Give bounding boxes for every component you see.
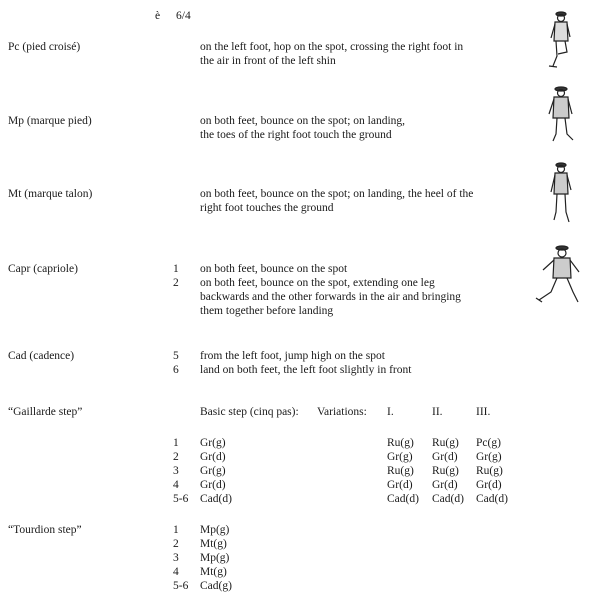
step-desc-line: right foot touches the ground (200, 202, 334, 214)
variation-2-cell: Gr(d) (432, 451, 458, 463)
step-desc-line: from the left foot, jump high on the spot (200, 350, 385, 362)
dancer-marque-talon-figure (543, 160, 579, 226)
step-desc-line: the air in front of the left shin (200, 55, 336, 67)
step-name-cad: Cad (cadence) (8, 350, 75, 362)
variation-1-cell: Ru(g) (387, 465, 414, 477)
basic-step-cell: Gr(d) (200, 451, 226, 463)
variation-2-cell: Ru(g) (432, 465, 459, 477)
variation-2-cell: Ru(g) (432, 437, 459, 449)
dancer-pied-croise-figure (543, 8, 579, 70)
beat-number: 2 (173, 538, 179, 550)
variation-head: II. (432, 406, 443, 418)
basic-step-cell: Gr(g) (200, 437, 226, 449)
basic-step-cell: Gr(g) (200, 465, 226, 477)
gaillarde-title: “Gaillarde step” (8, 406, 83, 418)
beat-number: 1 (173, 263, 179, 275)
beat-number: 2 (173, 451, 179, 463)
variation-1-cell: Gr(g) (387, 451, 413, 463)
step-name-mt: Mt (marque talon) (8, 188, 93, 200)
tourdion-step-cell: Mp(g) (200, 552, 230, 564)
variation-2-cell: Gr(d) (432, 479, 458, 491)
variation-3-cell: Cad(d) (476, 493, 508, 505)
dancer-marque-pied-figure (543, 84, 579, 146)
variations-label: Variations: (317, 406, 367, 418)
variation-3-cell: Gr(d) (476, 479, 502, 491)
beat-number: 5 (173, 350, 179, 362)
step-desc-line: on both feet, bounce on the spot, extending one leg (200, 277, 435, 289)
beat-number: 4 (173, 566, 179, 578)
tourdion-title: “Tourdion step” (8, 524, 82, 536)
step-desc-line: on the left foot, hop on the spot, crossing the right foot in (200, 41, 464, 53)
step-name-pc: Pc (pied croisé) (8, 41, 81, 53)
step-desc-line: on both feet, bounce on the spot; on landing, (200, 115, 406, 127)
step-desc-line: land on both feet, the left foot slightly in front (200, 364, 412, 376)
variation-3-cell: Gr(g) (476, 451, 502, 463)
step-desc-line: on both feet, bounce on the spot; on landing, the heel of the (200, 188, 474, 200)
tourdion-step-cell: Mt(g) (200, 566, 227, 578)
basic-step-cell: Cad(d) (200, 493, 232, 505)
basic-step-label: Basic step (cinq pas): (200, 406, 299, 418)
step-desc-line: the toes of the right foot touch the ground (200, 129, 392, 141)
tourdion-step-cell: Mt(g) (200, 538, 227, 550)
step-name-mp: Mp (marque pied) (8, 115, 92, 127)
beat-number: 6 (173, 364, 179, 376)
variation-3-cell: Pc(g) (476, 437, 501, 449)
meter-mark: è (155, 10, 161, 22)
beat-number: 4 (173, 479, 179, 491)
beat-number: 1 (173, 524, 179, 536)
step-desc-line: backwards and the other forwards in the air and bringing (200, 291, 461, 303)
variation-head: I. (387, 406, 394, 418)
variation-1-cell: Ru(g) (387, 437, 414, 449)
basic-step-cell: Gr(d) (200, 479, 226, 491)
beat-number: 3 (173, 552, 179, 564)
beat-number: 5-6 (173, 580, 189, 592)
variation-head: III. (476, 406, 491, 418)
beat-number: 2 (173, 277, 179, 289)
variation-1-cell: Gr(d) (387, 479, 413, 491)
variation-1-cell: Cad(d) (387, 493, 419, 505)
variation-3-cell: Ru(g) (476, 465, 503, 477)
variation-2-cell: Cad(d) (432, 493, 464, 505)
tourdion-step-cell: Mp(g) (200, 524, 230, 536)
tourdion-step-cell: Cad(g) (200, 580, 232, 592)
beat-number: 1 (173, 437, 179, 449)
step-desc-line: them together before landing (200, 305, 334, 317)
beat-number: 5-6 (173, 493, 189, 505)
dancer-capriole-figure (533, 240, 583, 306)
beat-number: 3 (173, 465, 179, 477)
step-desc-line: on both feet, bounce on the spot (200, 263, 348, 275)
meter-signature: 6/4 (176, 10, 191, 22)
step-name-capr: Capr (capriole) (8, 263, 78, 275)
